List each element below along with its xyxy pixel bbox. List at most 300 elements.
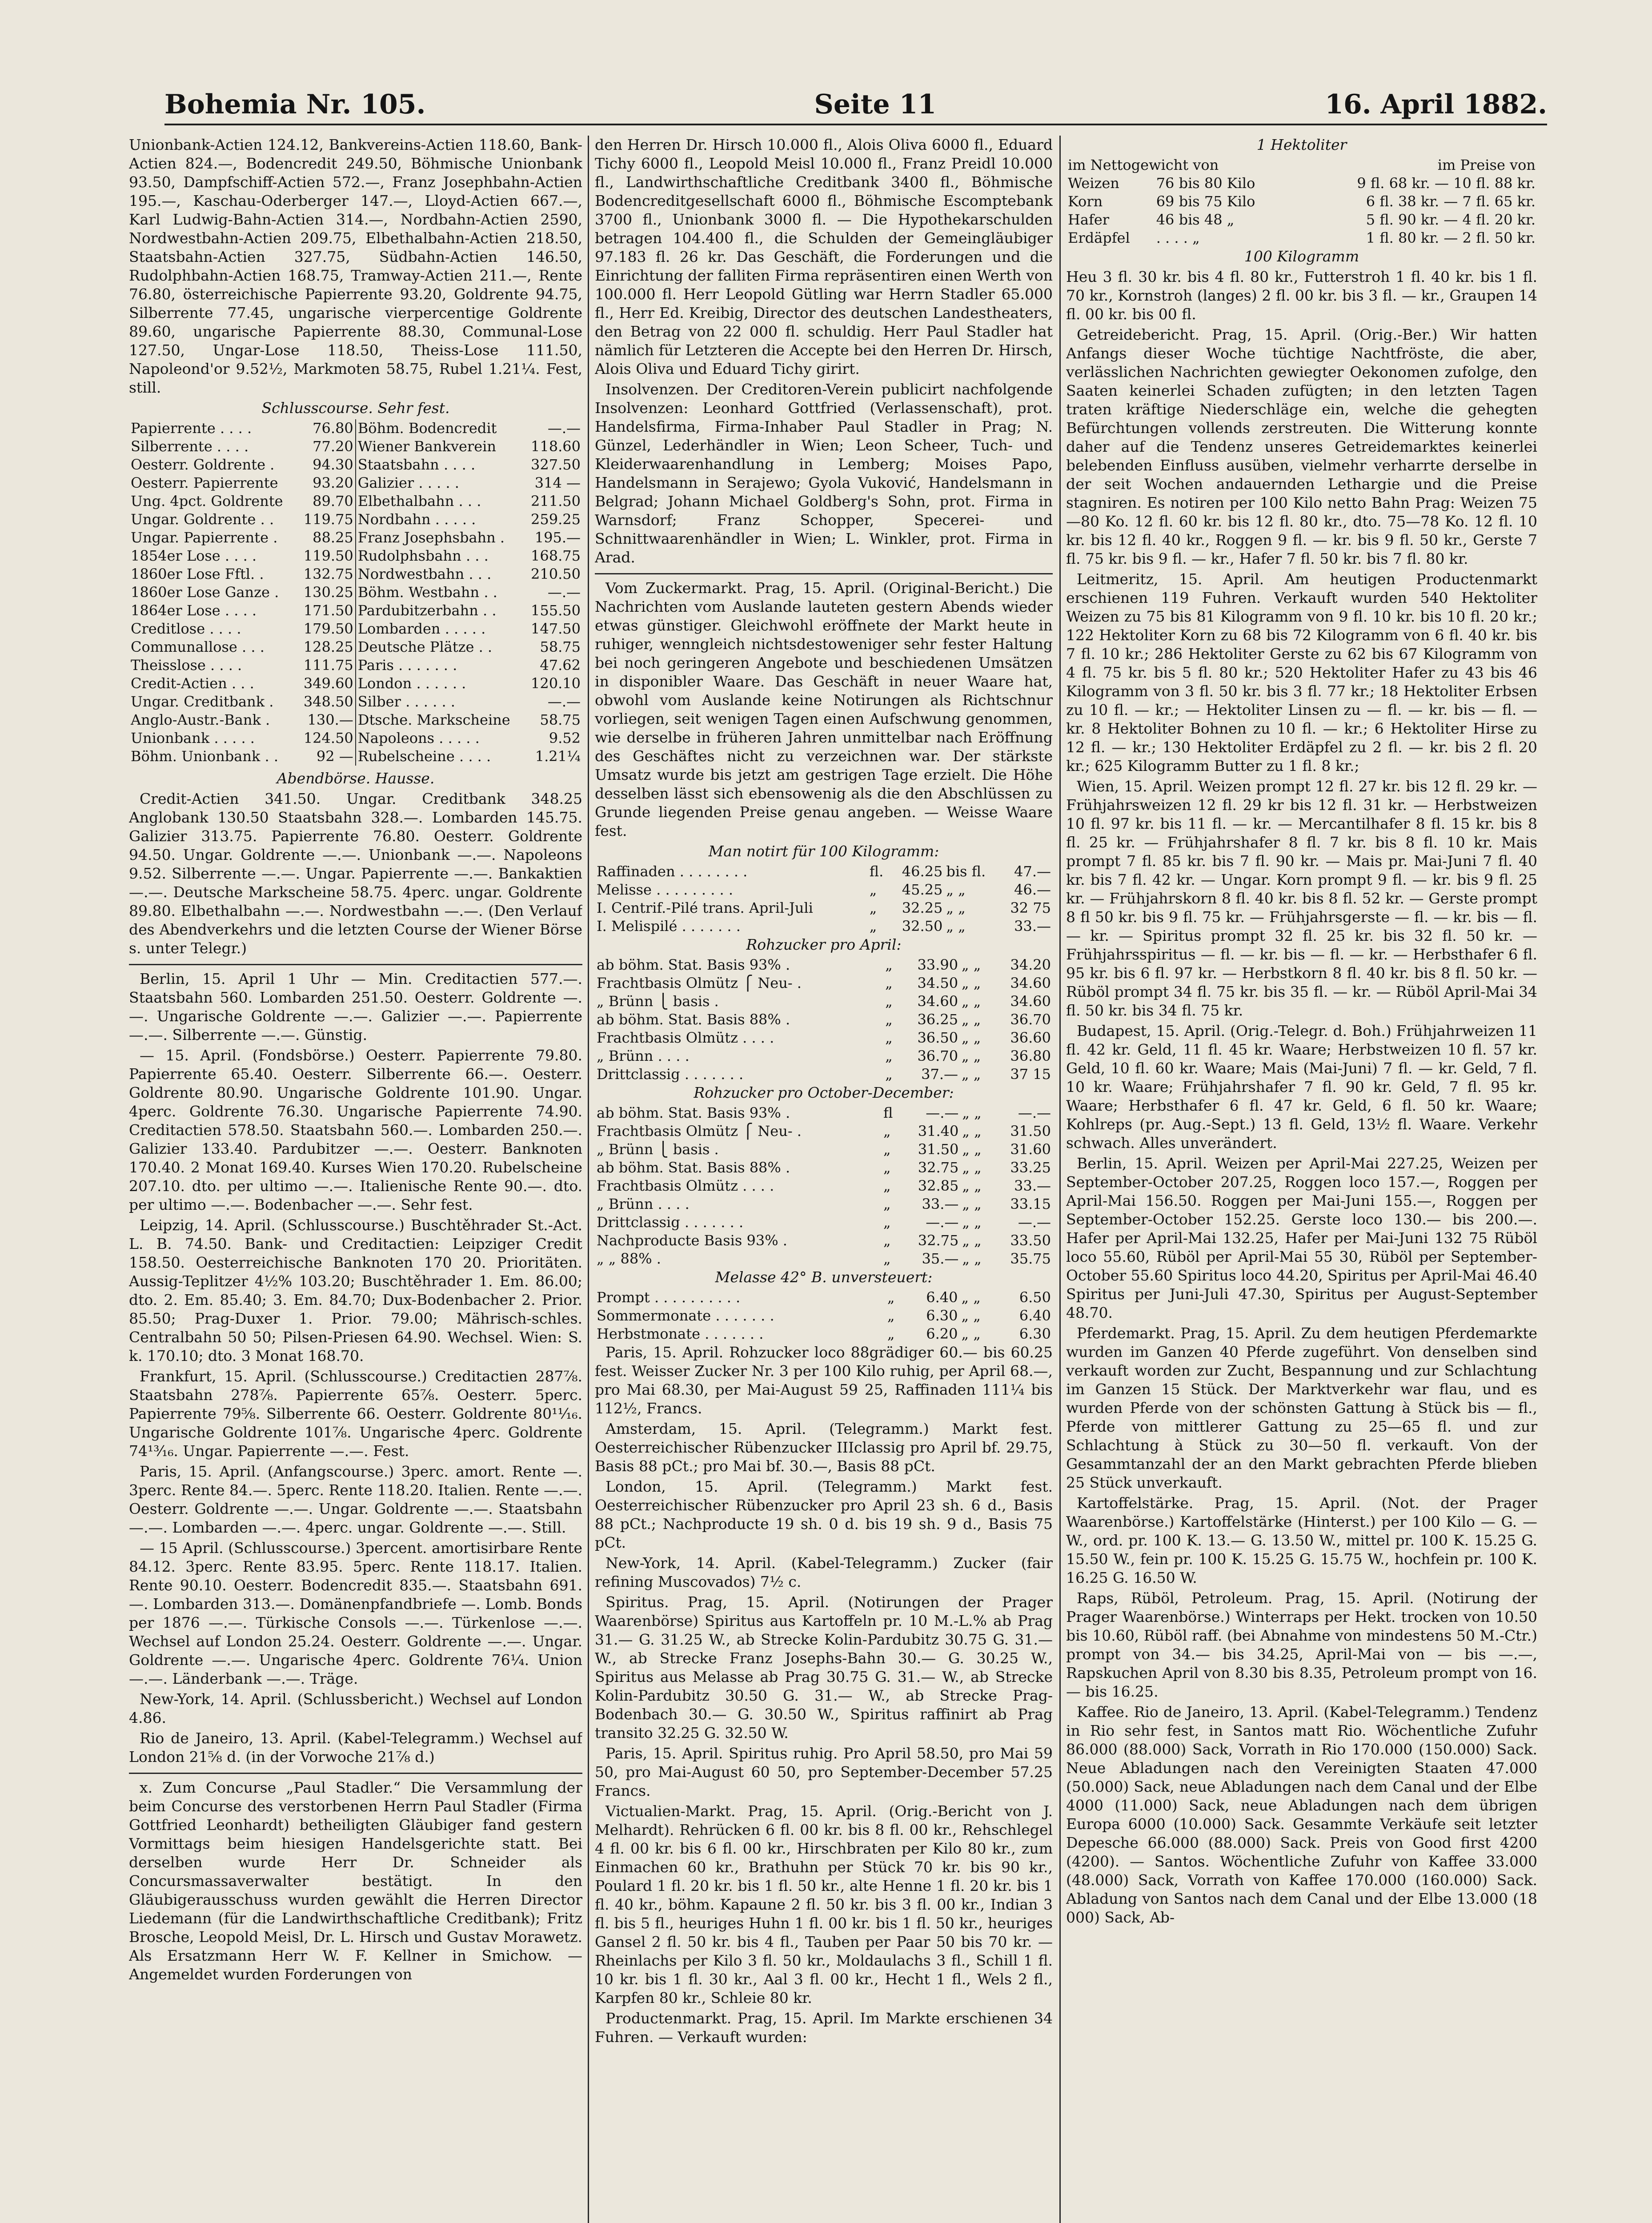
zucker-sorte: „ Brünn ⎩ basis .: [597, 1141, 719, 1158]
kurs-name-right: Lombarden . . . . .: [357, 620, 486, 637]
kurs-value-right: 155.50: [531, 602, 581, 619]
kurs-name-left: 1860er Lose Ganze .: [131, 584, 279, 601]
zucker-preis-bis: 37 15: [1010, 1066, 1051, 1083]
kurs-value-left: 111.75: [297, 656, 356, 674]
zucker-preis-von: 45.25: [902, 881, 943, 898]
newyork-zucker: New-York, 14. April. (Kabel-Telegramm.) Zucker (fair refining Muscovados) 7½ c.: [595, 1554, 1053, 1590]
zucker-sorte: ab böhm. Stat. Basis 93% .: [597, 956, 790, 973]
zucker-sorte: „ „ 88% .: [597, 1250, 661, 1267]
column-3: [1066, 136, 1537, 2223]
kurs-value-left: 179.50: [297, 620, 356, 638]
concurs-stadler: x. Zum Concurse „Paul Stadler.“ Die Versammlung der beim Concurse des verstorbenen Herrn Paul Stadler (Firma Gottfried Leonhardt) betheiligten Gläubiger fand gestern Vormittags beim hiesigen Handelsgerichte statt. Bei derselben wurde Herr Dr. Schneider als Concursmassaverwalter bestätigt. In den Gläubigerausschuss wurden gewählt die Herren Director Liedemann (für die Landwirthschaftliche Creditbank); Fritz Brosche, Leopold Meisl, Dr. L. Hirsch und Gustav Morawetz. Als Ersatzmann Herr W. F. Kellner in Smichow. — Angemeldet wurden Forderungen von: [129, 1779, 582, 1983]
zucker-preis-bis: 46.—: [1014, 881, 1051, 898]
table-row: [129, 583, 582, 602]
zucker-sorte: I. Melispilé . . . . . . .: [597, 918, 741, 935]
kurs-value-left: 88.25: [297, 529, 356, 547]
kurs-value-left: 124.50: [297, 729, 356, 747]
kurs-name-right: Silber . . . . . .: [357, 693, 455, 710]
spiritus-report: Spiritus. Prag, 15. April. (Notirungen der Prager Waarenbörse) Spiritus aus Kartoffeln pr. 10 M.-L.% ab Prag 31.— G. 31.25 W., ab Strecke Kolin-Pardubitz 30.75 G. 31.— W., ab Strecke Franz Josephs-Bahn 30.— G. 30.25 W., Spiritus aus Melasse ab Prag 30.75 G. 31.— W., ab Strecke Kolin-Pardubitz 30.50 G. 31.— W., ab Strecke Prag-Bodenbach 30.— G. 30.50 W., Spiritus raffinirt ab Prag transito 32.25 G. 32.50 W.: [595, 1593, 1053, 1741]
paris-schluss: — 15 April. (Schlusscourse.) 3percent. amortisirbare Rente 84.12. 3perc. Rente 83.95. 5perc. Rente 118.17. Italien. Rente 90.10. Oesterr. Bodencredit 835.—. Staatsbahn 691.—. Lombarden 313.—. Domänenpfandbriefe —. Lomb. Bonds per 1876 —.—. Türkische Consols —.—. Türkenlose —.—. Wechsel auf London 25.24. Oesterr. Goldrente —.—. Ungar. Goldrente —.—. Ungarische 4perc. Goldrente 76¼. Union —.—. Länderbank —.—. Träge.: [129, 1539, 582, 1687]
kurs-name-left: 1864er Lose . . . .: [131, 602, 257, 619]
getreide-preis: 5 fl. 90 kr. — 4 fl. 20 kr.: [1366, 211, 1536, 228]
zucker-sorte: ab böhm. Stat. Basis 88% .: [597, 1159, 790, 1176]
zucker-bis: „ „: [962, 1104, 982, 1121]
zucker-preis-bis: 36.60: [1010, 1029, 1051, 1046]
zucker-preis-von: 33.—: [922, 1196, 959, 1212]
kurs-value-right: 58.75: [540, 638, 581, 655]
zucker-preis-bis: 33.—: [1014, 918, 1051, 935]
kurs-value-right: 147.50: [531, 620, 581, 637]
zucker-bis: „ „: [962, 1047, 981, 1064]
zucker-sorte: Nachproducte Basis 93% .: [597, 1232, 787, 1249]
pferdemarkt: Pferdemarkt. Prag, 15. April. Zu dem heutigen Pferdemarkte wurden im Ganzen 40 Pferde zugeführt. Von denselben sind verkauft worden zur Zucht, Bespannung und zur Schlachtung im Ganzen 15 Stück. Der Marktverkehr war flau, und es wurden Pferde von der schönsten Gattung à Stück bis — fl., Pferde von mittlerer Gattung zu 25—65 fl. und zur Schlachtung à Stück zu 30—50 fl. verkauft. Von der Gesammtanzahl der an den Markt gebrachten Pferde blieben 25 Stück unverkauft.: [1066, 1324, 1537, 1491]
column-1: [129, 136, 582, 2223]
zucker-sorte: Frachtbasis Olmütz ⎧ Neu- .: [597, 975, 802, 991]
zucker-sorte: „ Brünn ⎩ basis .: [597, 993, 719, 1010]
zucker-bis: bis fl.: [946, 863, 986, 880]
kurs-name-left: Ungar. Goldrente . .: [131, 511, 274, 528]
productenmarkt: Productenmarkt. Prag, 15. April. Im Markte erschienen 34 Fuhren. — Verkauft wurden:: [595, 2010, 1053, 2046]
table-row: [595, 1029, 1053, 1047]
kurs-name-left: Communallose . . .: [131, 638, 265, 655]
kurs-value-right: 195.—: [534, 529, 581, 546]
kurs-name-right: Rudolphsbahn . . .: [357, 547, 489, 564]
getreide-sorte: Erdäpfel: [1068, 229, 1130, 246]
table-row: [595, 1213, 1053, 1232]
kurs-name-left: Papierrente . . . .: [131, 420, 252, 437]
zucker-bis: „ „: [961, 1289, 981, 1306]
zucker-bis: „ „: [962, 1250, 982, 1267]
table-row: [595, 1177, 1053, 1195]
zucker-unit: „: [883, 1123, 891, 1140]
table-row: [129, 529, 582, 547]
zucker-preis-bis: 31.50: [1010, 1123, 1051, 1140]
zucker-preis-bis: 36.70: [1010, 1011, 1051, 1028]
kilo-title: 100 Kilogramm: [1244, 248, 1359, 265]
getreide-sorte: Hafer: [1068, 211, 1110, 228]
kurs-value-left: 130.—: [297, 711, 356, 729]
zucker-unit: „: [885, 1011, 893, 1028]
zucker-bis: „ „: [962, 1141, 982, 1158]
table-row: [595, 1288, 1053, 1307]
zucker-bis: „ „: [962, 993, 981, 1010]
wien-boerse-intro: Unionbank-Actien 124.12, Bankvereins-Actien 118.60, Bank-Actien 824.—, Bodencredit 249.50, Böhmische Unionbank 93.50, Dampfschiff-Actien 572.—, Franz Josephbahn-Actien 195.—, Kaschau-Oderberger 147.—, Lloyd-Actien 667.—, Karl Ludwig-Bahn-Actien 314.—, Nordbahn-Actien 2590, Nordwestbahn-Actien 209.75, Elbethalbahn-Actien 218.50, Staatsbahn-Actien 327.75, Südbahn-Actien 146.50, Rudolphbahn-Actien 168.75, Tramway-Actien 211.—, Rente 76.80, österreichische Papierrente 93.20, Goldrente 94.75, Silberrente 77.45, ungarische vierpercentige Goldrente 89.60, ungarische Papierrente 88.30, Communal-Lose 127.50, Ungar-Lose 118.50, Theiss-Lose 111.50, Napoleond'or 9.52½, Markmoten 58.75, Rubel 1.21¼. Fest, still.: [129, 136, 582, 396]
table-row: [1066, 193, 1537, 211]
zucker-unit: „: [883, 1196, 891, 1212]
zucker-sorte: Drittclassig . . . . . . .: [597, 1214, 744, 1231]
zucker-sorte: „ Brünn . . . .: [597, 1047, 690, 1064]
getreide-gewicht: 69 bis 75 Kilo: [1156, 193, 1255, 210]
zucker-preis-bis: 34.60: [1010, 993, 1051, 1010]
zucker-unit: „: [883, 1177, 891, 1194]
zucker-unit: „: [885, 1066, 893, 1083]
table-row: [595, 863, 1053, 881]
heu-stroh: Heu 3 fl. 30 kr. bis 4 fl. 80 kr., Futterstroh 1 fl. 40 kr. bis 1 fl. 70 kr., Kornstroh (langes) 2 fl. 00 kr. bis 3 fl. — kr., Graupen 14 fl. 00 kr. bis 00 fl.: [1066, 268, 1537, 323]
leitmeritz-report: Leitmeritz, 15. April. Am heutigen Productenmarkt erschienen 119 Fuhren. Verkauft wurden 540 Hektoliter Weizen zu 75 bis 81 Kilogramm von 9 fl. 10 kr. bis 10 fl. 20 kr.; 122 Hektoliter Korn zu 68 bis 72 Kilogramm von 6 fl. 40 kr. bis 7 fl. 10 kr.; 286 Hektoliter Gerste zu 62 bis 67 Kilogramm von 4 fl. 75 kr. bis 5 fl. 80 kr.; 520 Hektoliter Hafer zu 43 bis 46 Kilogramm von 3 fl. 50 kr. bis 3 fl. 77 kr.; 18 Hektoliter Erbsen zu 10 fl. — kr.; — Hektoliter Linsen zu — fl. — kr. bis — fl. — kr. 8 Hektoliter Bohnen zu 10 fl. — kr.; 6 Hektoliter Hirse zu 12 fl. — kr.; 130 Hektoliter Erdäpfel zu 2 fl. — kr. bis 2 fl. 20 kr.; 625 Kilogramm Butter zu 1 fl. 8 kr.;: [1066, 570, 1537, 774]
zucker-sorte: Frachtbasis Olmütz . . . .: [597, 1177, 774, 1194]
london-zucker: London, 15. April. (Telegramm.) Markt fest. Oesterreichischer Rübenzucker pro April 23 sh. 6 d., Basis 88 pCt.; Nachproducte 19 sh. 0 d. bis 19 sh. 9 d., Basis 75 pCt.: [595, 1478, 1053, 1551]
zucker-sorte: Frachtbasis Olmütz . . . .: [597, 1029, 774, 1046]
zucker-preis-von: 46.25: [902, 863, 943, 880]
zucker-sorte: Sommermonate . . . . . . .: [597, 1307, 774, 1324]
schlusscourse-title: Schlusscourse. Sehr fest.: [261, 399, 450, 417]
zucker-unit: „: [885, 993, 893, 1010]
header-page-number: Seite 11: [814, 89, 937, 120]
zucker-sorte: Melisse . . . . . . . . .: [597, 881, 734, 898]
getreide-gewicht: 76 bis 80 Kilo: [1156, 175, 1255, 192]
zucker-preis-von: 35.—: [922, 1250, 959, 1267]
zucker-preis-bis: 6.30: [1019, 1325, 1051, 1342]
zucker-bis: „ „: [946, 899, 966, 916]
kurs-value-right: 314 —: [534, 474, 581, 491]
zucker-bis: „ „: [962, 1177, 982, 1194]
kurs-name-right: Wiener Bankverein: [357, 438, 496, 455]
zucker-preis-bis: 34.20: [1010, 956, 1051, 973]
table-row: [129, 620, 582, 638]
zucker-bis: „ „: [961, 1325, 981, 1342]
kurs-name-right: Staatsbahn . . . .: [357, 456, 476, 473]
zucker-sorte: Drittclassig . . . . . . .: [597, 1066, 744, 1083]
column-2: [595, 136, 1053, 2223]
separator: [129, 964, 582, 965]
table-row: [129, 510, 582, 529]
table-row: [595, 1159, 1053, 1177]
zucker-sorte: Frachtbasis Olmütz ⎧ Neu- .: [597, 1123, 802, 1140]
kurs-name-right: Nordbahn . . . . .: [357, 511, 476, 528]
table-row: [129, 547, 582, 565]
table-row: [595, 1104, 1053, 1122]
rio-report: Rio de Janeiro, 13. April. (Kabel-Telegramm.) Wechsel auf London 21⅝ d. (in der Vorwoche 21⅞ d.): [129, 1729, 582, 1766]
berlin-report: Berlin, 15. April 1 Uhr — Min. Creditactien 577.—. Staatsbahn 560. Lombarden 251.50. Oesterr. Goldrente —.—. Ungarische Goldrente —.—. Galizier —.—. Papierrente —.—. Silberrente —.—. Günstig.: [129, 970, 582, 1043]
abendboerse-text: Credit-Actien 341.50. Ungar. Creditbank 348.25 Anglobank 130.50 Staatsbahn 328.—. Lombarden 145.75. Galizier 313.75. Papierrente 76.80. Oesterr. Goldrente 94.50. Ungar. Goldrente —.—. Unionbank —.—. Napoleons 9.52. Silberrente —.—. Ungar. Papierrente —.—. Bankaktien —.—. Deutsche Markscheine 58.75. 4perc. ungar. Goldrente 89.80. Elbethalbahn —.—. Nordwestbahn —.—. (Den Verlauf des Abendverkehrs und die letzten Course der Wiener Börse s. unter Telegr.): [129, 790, 582, 957]
zucker-preis-von: 31.40: [918, 1123, 959, 1140]
kurs-value-right: 118.60: [531, 438, 581, 455]
kurs-value-right: 211.50: [531, 493, 581, 510]
header-masthead: Bohemia Nr. 105.: [164, 89, 426, 120]
kurs-name-left: Ung. 4pct. Goldrente: [131, 493, 283, 510]
zucker-preis-bis: 6.50: [1019, 1289, 1051, 1306]
zucker-bis: „ „: [962, 1196, 982, 1212]
table-row: [595, 1011, 1053, 1029]
kurs-name-left: Ungar. Papierrente .: [131, 529, 278, 546]
zucker-bis: „ „: [962, 956, 981, 973]
zucker-preis-von: 6.20: [926, 1325, 958, 1342]
table-row: [1066, 211, 1537, 229]
kurs-value-right: —.—: [547, 584, 581, 601]
getreide-sorte: Weizen: [1068, 175, 1119, 192]
getreide-preis: 9 fl. 68 kr. — 10 fl. 88 kr.: [1357, 175, 1536, 192]
newyork-report: New-York, 14. April. (Schlussbericht.) Wechsel auf London 4.86.: [129, 1690, 582, 1726]
zucker-preis-bis: 33.50: [1010, 1232, 1051, 1249]
concurs-continuation: den Herren Dr. Hirsch 10.000 fl., Alois Oliva 6000 fl., Eduard Tichy 6000 fl., Leopold Meisl 10.000 fl., Franz Preidl 10.000 fl., Landwirthschaftliche Creditbank 3400 fl., Böhmische Bodencreditgesellschaft 6000 fl., Böhmische Escomptebank 3700 fl., Unionbank 3000 fl. — Die Hypothekarschulden betragen 104.400 fl., die Schulden der Gemeingläubiger 97.183 fl. 26 kr. Das Geschäft, die Forderungen und die Einrichtung der falliten Firma repräsentiren einen Werth von 100.000 fl. Herr Leopold Gütling war Herrn Stadler 65.000 fl., Herr Ed. Kreibig, Director des deutschen Landestheaters, den Betrag von 22 000 fl. schuldig. Herr Paul Stadler hat nämlich für Letzteren die Accepte bei den Herren Dr. Hirsch, Alois Oliva und Eduard Tichy girirt.: [595, 136, 1053, 377]
kurs-value-left: 128.25: [297, 638, 356, 656]
zucker-preis-von: 32.75: [918, 1232, 959, 1249]
paris-spiritus: Paris, 15. April. Spiritus ruhig. Pro April 58.50, pro Mai 59 50, pro Mai-August 60 50, pro September-December 57.25 Francs.: [595, 1745, 1053, 1799]
zucker-preis-bis: —.—: [1018, 1104, 1051, 1121]
zucker-preis-von: 6.40: [926, 1289, 958, 1306]
paris-zucker: Paris, 15. April. Rohzucker loco 88grädiger 60.— bis 60.25 fest. Weisser Zucker Nr. 3 per 100 Kilo ruhig, per April 68.—, pro Mai 68.30, per Mai-August 59 25, Raffinaden 111¼ bis 112½, Francs.: [595, 1344, 1053, 1417]
table-row: [129, 747, 582, 766]
hektoliter-title: 1 Hektoliter: [1256, 136, 1347, 153]
zucker-preis-bis: 34.60: [1010, 975, 1051, 991]
paris-anfang: Paris, 15. April. (Anfangscourse.) 3perc. amort. Rente —. 3perc. Rente 84.—. 5perc. Rente 118.20. Italien. Rente —.—. Oesterr. Goldrente —.—. Ungar. Goldrente —.—. Staatsbahn —.—. Lombarden —.—. 4perc. ungar. Goldrente —.—. Still.: [129, 1463, 582, 1536]
table-row: [595, 917, 1053, 935]
kurs-value-left: 119.50: [297, 547, 356, 565]
kurs-name-left: 1854er Lose . . . .: [131, 547, 257, 564]
column-rule-1: [588, 136, 589, 2223]
table-row: [595, 1232, 1053, 1250]
table-row: [129, 474, 582, 492]
zucker-sorte: ab böhm. Stat. Basis 93% .: [597, 1104, 790, 1121]
zucker-unit: „: [869, 881, 877, 898]
zucker-table-october: [595, 1104, 1053, 1268]
table-row: [595, 1140, 1053, 1159]
zucker-preis-von: 34.60: [917, 993, 958, 1010]
table-row: [595, 1065, 1053, 1083]
zucker-unit: „: [883, 1214, 891, 1231]
kurs-name-left: Oesterr. Papierrente: [131, 474, 278, 491]
table-row: [129, 602, 582, 620]
zucker-preis-bis: 31.60: [1010, 1141, 1051, 1158]
table-row: [129, 492, 582, 510]
zucker-unit: „: [883, 1232, 891, 1249]
rohzucker-april-title: Rohzucker pro April:: [746, 936, 902, 953]
table-row: [595, 1307, 1053, 1325]
column-rule-2: [1059, 136, 1061, 2223]
kurs-name-left: Anglo-Austr.-Bank .: [131, 711, 270, 728]
kurs-value-left: 89.70: [297, 492, 356, 510]
zucker-unit: „: [883, 1250, 891, 1267]
amsterdam-zucker: Amsterdam, 15. April. (Telegramm.) Markt fest. Oesterreichischer Rübenzucker IIIclassig pro April bf. 29.75, Basis 88 pCt.; pro Mai bf. 30.—, Basis 88 pCt.: [595, 1420, 1053, 1475]
zucker-preis-von: 6.30: [926, 1307, 958, 1324]
schlusscourse-table: [129, 419, 582, 766]
hektoliter-table: [1066, 156, 1537, 247]
zucker-unit: „: [885, 956, 893, 973]
kurs-value-right: 259.25: [531, 511, 581, 528]
kaffee-report: Kaffee. Rio de Janeiro, 13. April. (Kabel-Telegramm.) Tendenz in Rio sehr fest, in Santos matt Rio. Wöchentliche Zufuhr 86.000 (88.000) Sack, Vorrath in Rio 170.000 (150.000) Sack. Neue Abladungen nach den Vereinigten Staaten 47.000 (50.000) Sack, neue Abladungen nach dem Canal und der Elbe 4000 (11.000) Sack, neue Abladungen nach dem übrigen Europa 6000 (10.000) Sack. Gesammte Verkäufe seit letzter Depesche 66.000 (88.000) Sack. Preis von Good first 4200 (4200). — Santos. Wöchentliche Zufuhr von Kaffee 33.000 (48.000) Sack, Vorrath von Kaffee 170.000 (160.000) Sack. Abladung von Santos nach dem Canal und der Elbe 13.000 (18 000) Sack, Ab-: [1066, 1703, 1537, 1926]
zucker-preis-von: 32.50: [902, 918, 943, 935]
zucker-preis-bis: 33.25: [1010, 1159, 1051, 1176]
zucker-preis-von: 32.75: [918, 1159, 959, 1176]
zucker-unit: „: [869, 918, 877, 935]
kurs-value-right: 120.10: [531, 675, 581, 692]
kurs-value-left: 119.75: [297, 510, 356, 529]
kurs-value-right: —.—: [547, 420, 581, 437]
table-row: [129, 674, 582, 693]
kurs-value-left: 77.20: [297, 437, 356, 456]
frankfurt-report: Frankfurt, 15. April. (Schlusscourse.) Creditactien 287⅞. Staatsbahn 278⅞. Papierrente 65⅞. Oesterr. 5perc. Papierrente 79⅝. Silberrente 66. Oesterr. Goldrente 80¹¹⁄₁₆. Ungarische Goldrente 101⅞. Ungarische 4perc. Goldrente 74¹³⁄₁₆. Ungar. Papierrente —.—. Fest.: [129, 1368, 582, 1460]
kurs-name-right: Galizier . . . . .: [357, 474, 459, 491]
victualien-markt: Victualien-Markt. Prag, 15. April. (Orig.-Bericht von J. Melhardt). Rehrücken 6 fl. 00 kr. bis 8 fl. 00 kr., Rehschlegel 4 fl. 00 kr. bis 6 fl. 00 kr., Hirschbraten per Kilo 80 kr., zum Einmachen 60 kr., Brathuhn per Stück 70 kr. bis 90 kr., Poulard 1 fl. 20 kr. bis 1 fl. 50 kr., alte Henne 1 fl. 20 kr. bis 1 fl. 40 kr., böhm. Kapaune 2 fl. 50 kr. bis 3 fl. 00 kr., Indian 3 fl. bis 5 fl., heuriges Huhn 1 fl. 00 kr. bis 1 fl. 50 kr., heuriges Gansel 2 fl. 50 kr. bis 4 fl., Tauben per Paar 50 bis 70 kr. — Rheinlachs per Kilo 3 fl. 50 kr., Moldaulachs 3 fl., Schill 1 fl. 10 kr. bis 1 fl. 30 kr., Aal 3 fl. 00 kr., Hecht 1 fl., Wels 2 fl., Karpfen 80 kr., Schleie 80 kr.: [595, 1802, 1053, 2006]
table-row: [129, 656, 582, 674]
zuckermarkt-report: Vom Zuckermarkt. Prag, 15. April. (Original-Bericht.) Die Nachrichten vom Auslande lauteten gestern Abends wieder etwas günstiger. Gleichwohl eröffnete der Markt heute in ruhiger, wenngleich nichtsdestoweniger sehr fester Haltung bei noch geringeren Angebote und beschiedenen Umsätzen in disponibler Waare. Das Geschäft in neuer Waare hat, obwohl vom Auslande keine Notirungen als Richtschnur vorliegen, seit wenigen Tagen einen Aufschwung genommen, wie derselbe in früheren Jahren unmittelbar nach Eröffnung des Geschäftes nicht zu verzeichnen war. Der stärkste Umsatz wurde bis jetzt am gestrigen Tage erzielt. Die Höhe desselben lässt sich ebensowenig als die den Abschlüssen zu Grunde liegenden Preise genau angeben. — Weisse Waare fest.: [595, 579, 1053, 839]
zucker-unit: „: [887, 1289, 895, 1306]
getreide-gewicht: 46 bis 48 „: [1156, 211, 1235, 228]
zucker-unit: „: [887, 1325, 895, 1342]
kurs-value-left: 93.20: [297, 474, 356, 492]
kurs-value-left: 349.60: [297, 674, 356, 693]
abendboerse-title: Abendbörse. Hausse.: [277, 770, 435, 787]
kurs-name-right: Deutsche Plätze . .: [357, 638, 493, 655]
zucker-bis: „ „: [962, 1011, 981, 1028]
kurs-value-right: 58.75: [540, 711, 581, 728]
kurs-name-right: Napoleons . . . . .: [357, 730, 480, 746]
getreide-sorte: Korn: [1068, 193, 1103, 210]
zucker-bis: „ „: [962, 1159, 982, 1176]
hektoliter-head-weight: im Nettogewicht von: [1068, 156, 1219, 173]
zucker-preis-bis: —.—: [1018, 1214, 1051, 1231]
separator: [129, 1773, 582, 1774]
zucker-unit: „: [883, 1159, 891, 1176]
rohzucker-october-title: Rohzucker pro October-December:: [694, 1084, 954, 1101]
getreide-preis: 1 fl. 80 kr. — 2 fl. 50 kr.: [1366, 229, 1536, 246]
getreidebericht: Getreidebericht. Prag, 15. April. (Orig.-Ber.) Wir hatten Anfangs dieser Woche tüchtige Nachtfröste, die aber, verlässlichen Nachrichten gewiegter Oekonomen zufolge, den Saaten keinerlei Schaden zufügten; in den letzten Tagen traten kräftige Niederschläge ein, welche die gehegten Befürchtungen vollends zerstreuten. Die Witterung konnte daher auf die Tendenz unseres Getreidemarktes keinerlei belebenden Einfluss ausüben, vielmehr verharrte derselbe in der seit Wochen andauernden Lethargie und die Preise stagniren. Es notiren per 100 Kilo netto Bahn Prag: Weizen 75—80 Ko. 12 fl. 60 kr. bis 12 fl. 80 kr., dto. 75—78 Ko. 12 fl. 10 kr. bis 12 fl. 40 kr., Roggen 9 fl. — kr. bis 9 fl. 50 kr., Gerste 7 fl. 75 kr. bis 9 fl. — kr., Hafer 7 fl. 50 kr. bis 7 fl. 80 kr.: [1066, 326, 1537, 567]
zucker-preis-bis: 33.15: [1010, 1196, 1051, 1212]
zucker-preis-von: 34.50: [917, 975, 958, 991]
page-header: [164, 80, 1547, 125]
zucker-preis-von: 36.50: [917, 1029, 958, 1046]
getreide-gewicht: . . . . „: [1156, 229, 1200, 246]
kartoffelstaerke: Kartoffelstärke. Prag, 15. April. (Not. der Prager Waarenbörse.) Kartoffelstärke (Hinterst.) per 100 Kilo — G. — W., ord. pr. 100 K. 13.— G. 13.50 W., mittel pr. 100 K. 15.25 G. 15.50 W., fein pr. 100 K. 15.25 G. 15.75 W., hochfein pr. 100 K. 16.25 G. 16.50 W.: [1066, 1494, 1537, 1586]
zucker-unit: fl.: [869, 863, 884, 880]
kurs-name-right: Dtsche. Markscheine: [357, 711, 510, 728]
table-row: [595, 1122, 1053, 1140]
zucker-bis: „ „: [962, 1029, 981, 1046]
kurs-value-right: 210.50: [531, 566, 581, 582]
leipzig-report: Leipzig, 14. April. (Schlusscourse.) Buschtěhrader St.-Act. L. B. 74.50. Bank- und Creditactien: Leipziger Credit 158.50. Oesterreichische Banknoten 170 20. Prioritäten. Aussig-Teplitzer 4½% 103.20; Buschtěhrader 1. Em. 86.00; dto. 2. Em. 85.40; 3. Em. 84.70; Dux-Bodenbacher 2. Prior. 85.50; Prag-Duxer 1. Prior. 79.00; Mährisch-schles. Centralbahn 50 50; Pilsen-Priesen 64.90. Wechsel. Wien: S. k. 170.10; dto. 3 Monat 168.70.: [129, 1216, 582, 1364]
zucker-bis: „ „: [962, 1232, 982, 1249]
table-row: [1066, 174, 1537, 193]
kurs-name-left: Theisslose . . . .: [131, 657, 242, 674]
kurs-name-right: Rubelscheine . . . .: [357, 748, 491, 765]
table-row: [129, 565, 582, 583]
kurs-name-left: Unionbank . . . . .: [131, 730, 255, 746]
kurs-name-left: Creditlose . . . .: [131, 620, 241, 637]
table-row: [129, 711, 582, 729]
kurs-name-left: 1860er Lose Fftl. .: [131, 566, 264, 582]
zucker-preis-von: —.—: [926, 1104, 959, 1121]
zucker-unit: „: [885, 1047, 893, 1064]
zucker-bis: „ „: [946, 918, 966, 935]
zucker-unit: „: [869, 899, 877, 916]
table-row: [595, 881, 1053, 899]
kurs-name-left: Credit-Actien . . .: [131, 675, 254, 692]
zucker-sorte: Herbstmonate . . . . . . .: [597, 1325, 764, 1342]
kurs-name-right: Nordwestbahn . . .: [357, 566, 492, 582]
kurs-value-left: 76.80: [297, 419, 356, 437]
zucker-sorte: Prompt . . . . . . . . . .: [597, 1289, 741, 1306]
zucker-preis-bis: 47.—: [1014, 863, 1051, 880]
zucker-table-april: [595, 956, 1053, 1083]
zucker-bis: „ „: [962, 1214, 982, 1231]
zucker-bis: „ „: [961, 1307, 981, 1324]
zucker-preis-bis: 32 75: [1010, 899, 1051, 916]
kurs-value-right: 327.50: [531, 456, 581, 473]
kurs-name-right: Paris . . . . . . .: [357, 657, 457, 674]
table-row: [595, 899, 1053, 917]
kurs-name-right: Böhm. Bodencredit: [357, 420, 497, 437]
kurs-value-left: 94.30: [297, 456, 356, 474]
table-row: [595, 1325, 1053, 1343]
kurs-value-left: 132.75: [297, 565, 356, 583]
zucker-sorte: Raffinaden . . . . . . . .: [597, 863, 748, 880]
zucker-unit: „: [885, 975, 893, 991]
table-row: [129, 419, 582, 437]
budapest-getreide: Budapest, 15. April. (Orig.-Telegr. d. Boh.) Frühjahrweizen 11 fl. 42 kr. Geld, 11 fl. 45 kr. Waare; Herbstweizen 10 fl. 57 kr. Geld, 10 fl. 60 kr. Waare; Mais (Mai-Juni) 7 fl. — kr. Geld, 7 fl. 10 kr. Waare; Frühjahrshafer 7 fl. 90 kr. Geld, 7 fl. 95 kr. Waare; Herbsthafer 6 fl. 47 kr. Geld, 6 fl. 50 kr. Waare; Kohlreps (pr. Aug.-Sept.) 13 fl. Geld, 13½ fl. Waare. Verkehr schwach. Alles unverändert.: [1066, 1022, 1537, 1152]
table-row: [595, 974, 1053, 992]
zucker-preis-bis: 6.40: [1019, 1307, 1051, 1324]
table-row: [129, 693, 582, 711]
zucker-unit: „: [885, 1029, 893, 1046]
kurs-name-left: Silberrente . . . .: [131, 438, 249, 455]
table-row: [129, 456, 582, 474]
kurs-value-right: 1.21¼: [535, 748, 581, 765]
kurs-value-left: 130.25: [297, 583, 356, 602]
zucker-bis: „ „: [962, 975, 981, 991]
kurs-value-left: 348.50: [297, 693, 356, 711]
kurs-name-left: Oesterr. Goldrente .: [131, 456, 275, 473]
table-row: [129, 729, 582, 747]
wien-getreide: Wien, 15. April. Weizen prompt 12 fl. 27 kr. bis 12 fl. 29 kr. — Frühjahrsweizen 12 fl. 29 kr bis 12 fl. 31 kr. — Herbstweizen 10 fl. 97 kr. bis 11 fl. — kr. — Mercantilhafer 8 fl. 15 kr. bis 8 fl. 25 kr. — Frühjahrshafer 8 fl. 7 kr. bis 8 fl. 10 kr. Mais prompt 7 fl. 85 kr. bis 7 fl. 90 kr. — Mais pr. Mai-Juni 7 fl. 40 kr. bis 7 fl. 42 kr. — Ungar. Korn prompt 9 fl. — kr. bis 9 fl. 25 kr. — Frühjahrskorn 8 fl. 40 kr. bis 8 fl. 52 kr. — Gerste prompt 8 fl 50 kr. bis 9 fl. 75 kr. — Frühjahrsgerste — fl. — kr. bis — fl. — kr. — Spiritus prompt 32 fl. 25 kr. bis 32 fl. 50 kr. — Frühjahrsspiritus — fl. — kr. bis — fl. — kr. — Herbsthafer 6 fl. 95 kr. bis 6 fl. 97 kr. — Herbstkorn 8 fl. 40 kr. bis 8 fl. 50 kr. — Rüböl prompt 34 fl. 75 kr. bis 35 fl. — kr. — Rüböl April-Mai 34 fl. 50 kr. bis 34 fl. 75 kr.: [1066, 778, 1537, 1019]
table-row: [595, 956, 1053, 974]
zucker-unit: fl: [883, 1104, 893, 1121]
raps-rueboel-petroleum: Raps, Rüböl, Petroleum. Prag, 15. April. (Notirung der Prager Waarenbörse.) Winterraps per Hekt. trocken von 10.50 bis 10.60, Rüböl raff. (bei Abnahme von mindestens 50 M.-Ctr.) prompt von 34.— bis 34.25, April-Mai von — bis —.—, Rapskuchen April von 8.30 bis 8.35, Petroleum prompt von 16.— bis 16.25.: [1066, 1589, 1537, 1700]
kurs-name-right: Elbethalbahn . . .: [357, 493, 481, 510]
zucker-table-melasse: [595, 1288, 1053, 1343]
kurs-name-right: Franz Josephsbahn .: [357, 529, 505, 546]
zucker-sorte: ab böhm. Stat. Basis 88% .: [597, 1011, 790, 1028]
zucker-preis-von: 36.25: [917, 1011, 958, 1028]
table-row: [1066, 229, 1537, 247]
zucker-preis-von: 36.70: [917, 1047, 958, 1064]
header-date: 16. April 1882.: [1325, 89, 1547, 120]
zucker-preis-bis: 35.75: [1010, 1250, 1051, 1267]
separator: [595, 573, 1053, 574]
hektoliter-head-price: im Preise von: [1437, 156, 1536, 173]
zucker-preis-von: 33.90: [917, 956, 958, 973]
zucker-preis-von: 37.—: [921, 1066, 958, 1083]
kurs-value-right: —.—: [547, 693, 581, 710]
kurs-value-right: 9.52: [549, 730, 581, 746]
kurs-name-left: Ungar. Creditbank .: [131, 693, 274, 710]
insolvenzen: Insolvenzen. Der Creditoren-Verein publicirt nachfolgende Insolvenzen: Leonhard Gottfried (Verlassenschaft), prot. Handelsfirma, Firma-Inhaber Paul Stadler in Prag; N. Günzel, Lederhändler in Wien; Leon Scheer, Tuch- und Kleiderwaarenhandlung in Lemberg; Moises Papo, Handelsmann in Serajewo; Gyola Vuković, Handelsmann in Belgrad; Johann Michael Goldberg's Sohn, prot. Firma in Warnsdorf; Franz Schopper, Specerei- und Schnittwaarenhändler in Wien; L. Winkler, prot. Firma in Arad.: [595, 381, 1053, 566]
zucker-preis-von: 31.50: [918, 1141, 959, 1158]
zucker-sorte: I. Centrif.-Pilé trans. April-Juli: [597, 899, 813, 916]
table-row: [129, 638, 582, 656]
berlin-getreide: Berlin, 15. April. Weizen per April-Mai 227.25, Weizen per September-October 207.25, Roggen loco 157.—, Roggen per April-Mai 156.50. Roggen per Mai-Juni 155.—, Roggen per September-October 152.25. Gerste loco 130.— bis 200.—. Hafer per April-Mai 132.25, Hafer per Mai-Juni 132 75 Rüböl loco 55.60, Rüböl per April-Mai 55 30, Rüböl per September-October 55.60 Spiritus loco 44.20, Spiritus per April-Mai 46.40 Spiritus per Juni-Juli 47.30, Spiritus per August-September 48.70.: [1066, 1155, 1537, 1321]
zucker-preis-von: 32.25: [902, 899, 943, 916]
zucker-table-raffinaden: [595, 863, 1053, 935]
kurs-name-right: Böhm. Westbahn . .: [357, 584, 497, 601]
zucker-unit: „: [883, 1141, 891, 1158]
table-row: [129, 437, 582, 456]
zucker-bis: „ „: [962, 1066, 981, 1083]
kurs-value-left: 92 —: [297, 747, 356, 766]
melasse-title: Melasse 42° B. unversteuert:: [715, 1268, 933, 1286]
kurs-value-left: 171.50: [297, 602, 356, 620]
kurs-name-left: Böhm. Unionbank . .: [131, 748, 279, 765]
zucker-unit: „: [887, 1307, 895, 1324]
zucker-bis: „ „: [946, 881, 966, 898]
table-row: [595, 1195, 1053, 1213]
zucker-preis-bis: 33.—: [1014, 1177, 1051, 1194]
zucker-notiz-title: Man notirt für 100 Kilogramm:: [708, 843, 939, 860]
zucker-sorte: „ Brünn . . . .: [597, 1196, 690, 1212]
table-row: [595, 1047, 1053, 1065]
berlin-fondsboerse: — 15. April. (Fondsbörse.) Oesterr. Papierrente 79.80. Papierrente 65.40. Oesterr. Silberrente 66.—. Oesterr. Goldrente 80.90. Ungarische Goldrente 101.90. Ungar. 4perc. Goldrente 76.30. Ungarische Papierrente 74.90. Creditactien 578.50. Staatsbahn 560.—. Lombarden 250.—. Galizier 133.40. Pardubitzer —.—. Oesterr. Banknoten 170.40. 2 Monat 169.40. Kurses Wien 170.20. Rubelscheine 207.10. dto. per ultimo —.—. Italienische Rente 90.—. dto. per ultimo —.—. Bodenbacher —.—. Sehr fest.: [129, 1047, 582, 1213]
kurs-value-right: 47.62: [540, 657, 581, 674]
kurs-name-right: Pardubitzerbahn . .: [357, 602, 497, 619]
